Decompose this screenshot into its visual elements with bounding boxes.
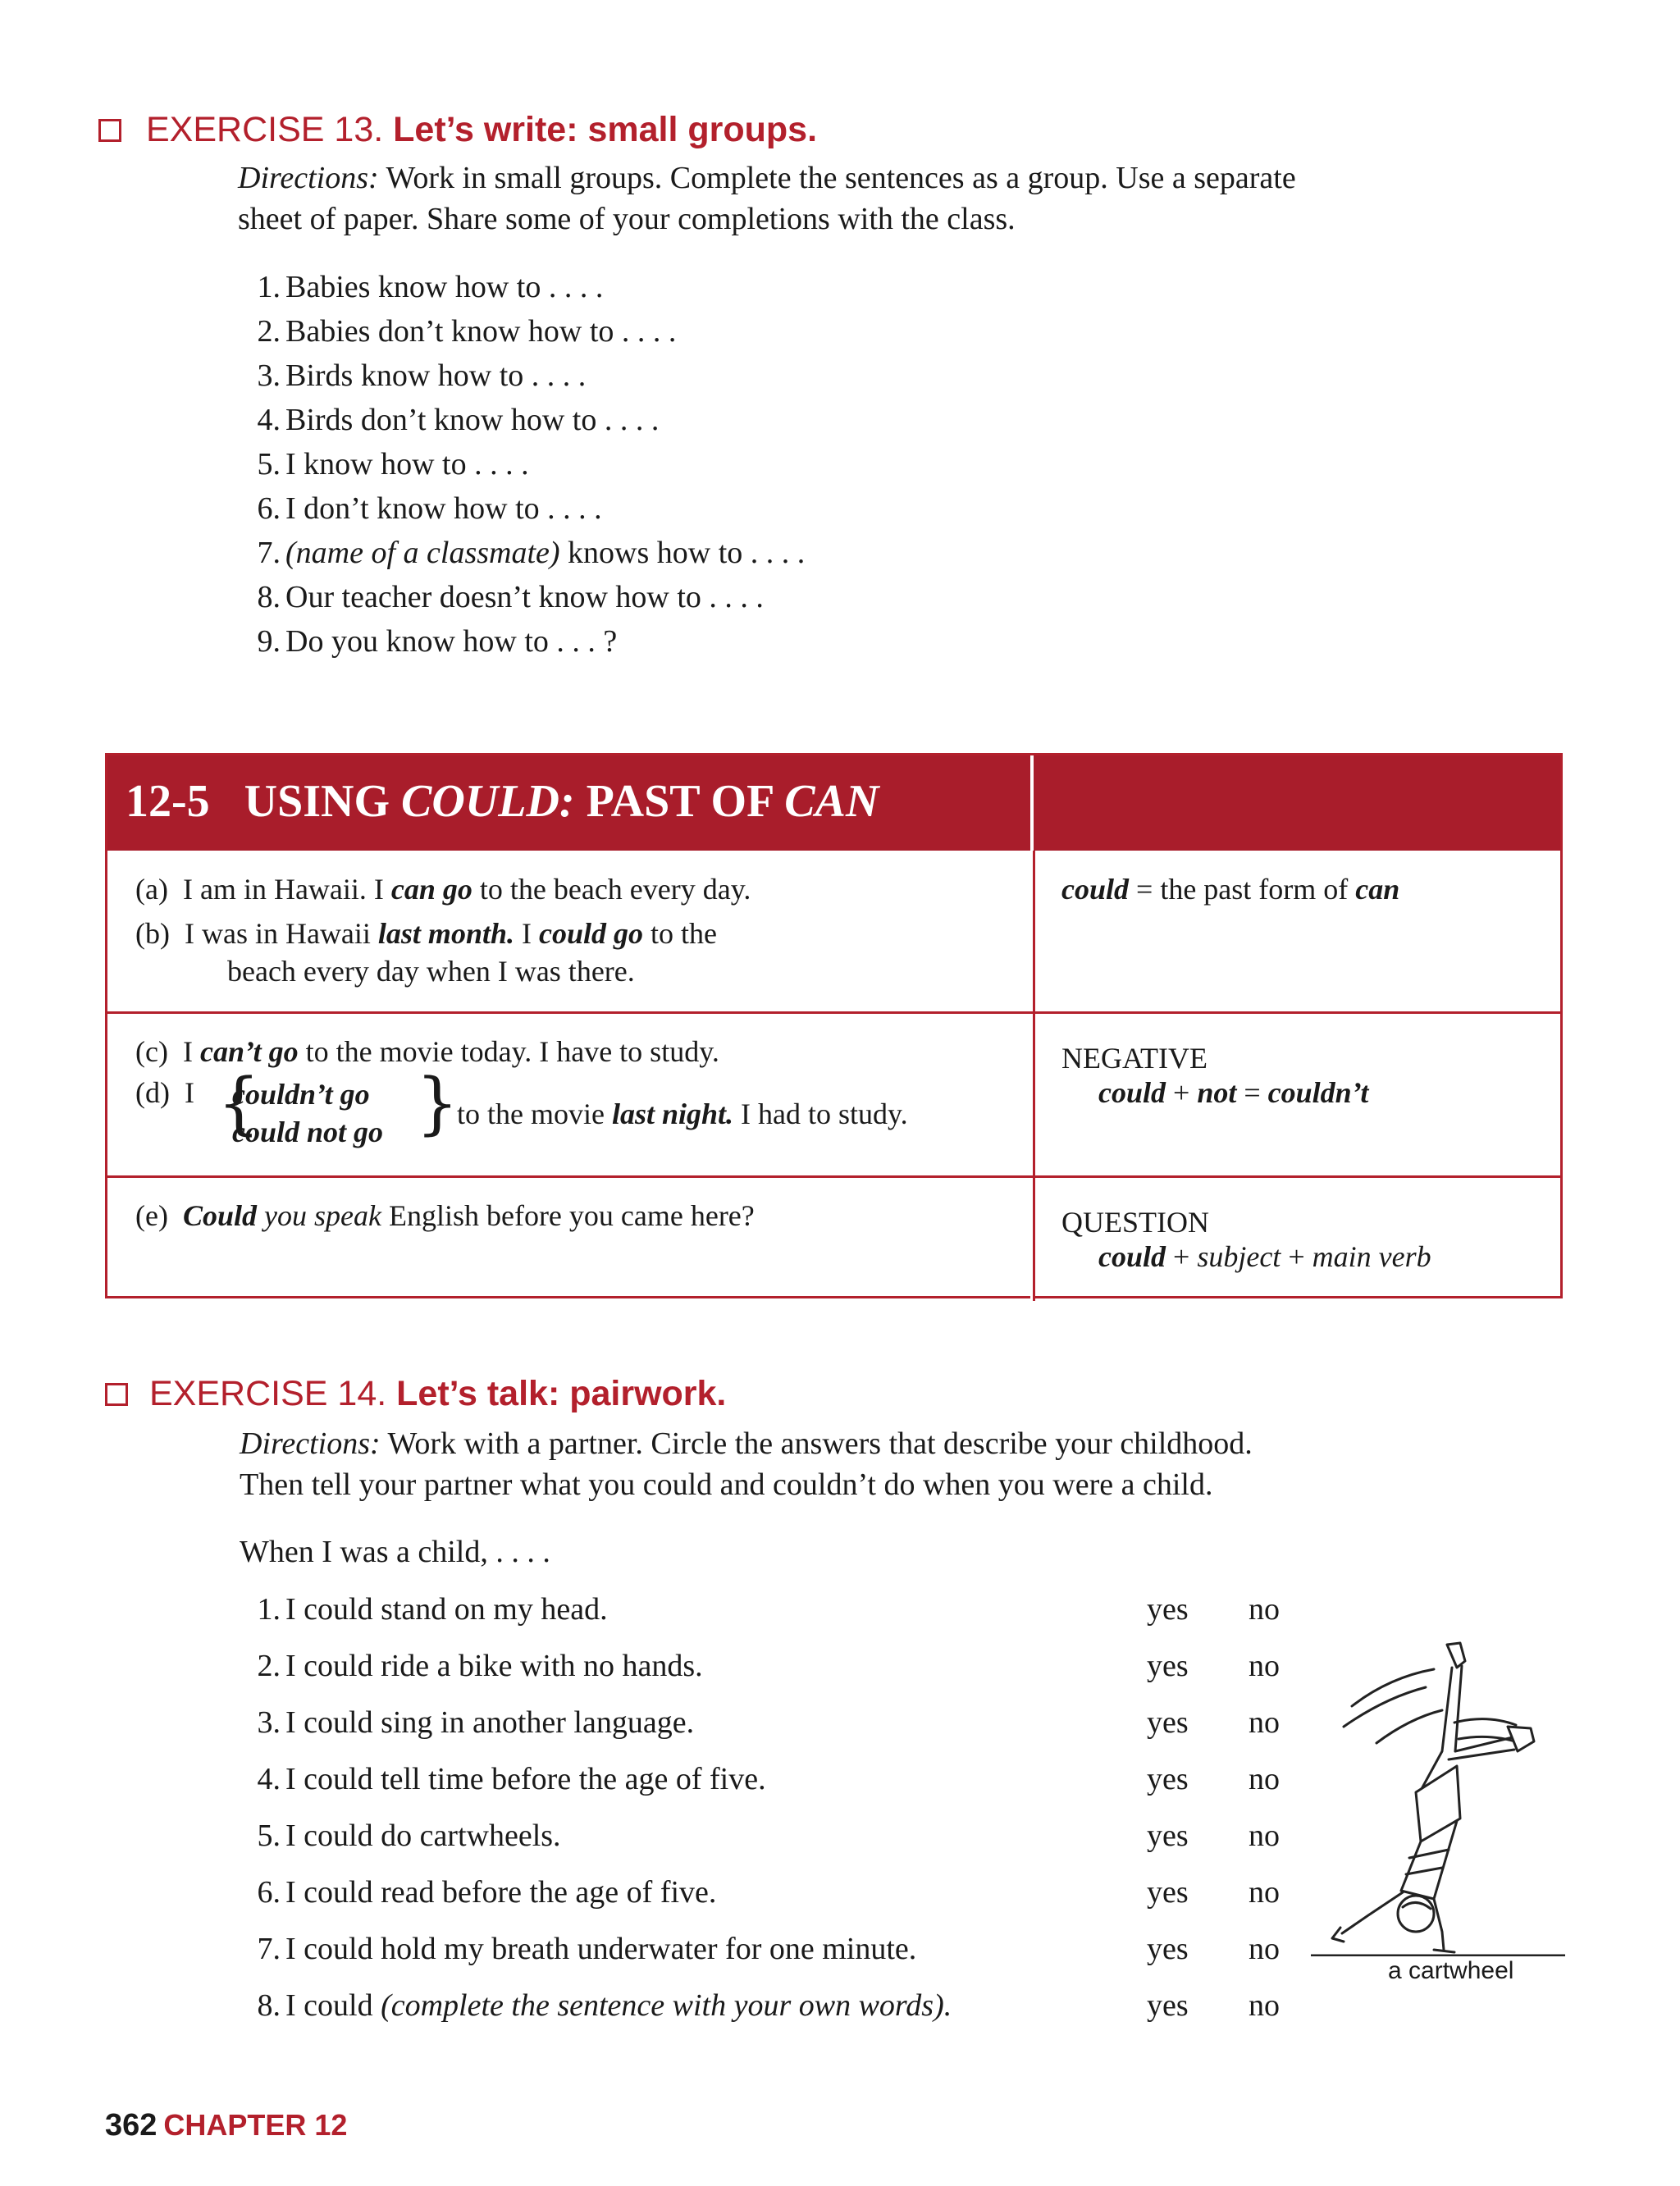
- cartwheel-figure-icon: [1311, 1628, 1565, 1956]
- page-footer: [105, 2108, 347, 2143]
- list-item: 4. Birds don’t know how to . . . .: [257, 403, 660, 437]
- right-brace: }: [416, 1065, 459, 1143]
- list-item: 2. Babies don’t know how to . . . .: [257, 314, 677, 349]
- page-number: 362: [105, 2108, 158, 2143]
- answer-no[interactable]: no: [1249, 1762, 1280, 1796]
- list-item: 9. Do you know how to . . . ?: [257, 624, 618, 659]
- directions-line-1: Work in small groups. Complete the sentences as a group. Use a separate: [386, 161, 1296, 195]
- example-b: (b) I was in Hawaii last month. I could go to the: [135, 917, 717, 950]
- answer-yes[interactable]: yes: [1147, 1592, 1189, 1627]
- list-item: 7. (name of a classmate) knows how to . . . .: [257, 536, 806, 570]
- list-item: 5. I could do cartwheels.: [257, 1819, 561, 1853]
- chart-title: 12-5 USING COULD: PAST OF CAN: [126, 776, 879, 827]
- option-could-not-go: could not go: [232, 1116, 384, 1148]
- question-formula: could + subject + main verb: [1098, 1240, 1431, 1273]
- negative-label: NEGATIVE: [1061, 1042, 1208, 1075]
- list-item: 6. I could read before the age of five.: [257, 1875, 717, 1910]
- list-item: 4. I could tell time before the age of five.: [257, 1762, 766, 1796]
- list-item: 6. I don’t know how to . . . .: [257, 491, 602, 526]
- negative-formula: could + not = couldn’t: [1098, 1076, 1369, 1109]
- exercise-14-directions: [240, 1423, 1585, 1505]
- chart-row-divider: [107, 1175, 1560, 1178]
- answer-yes[interactable]: yes: [1147, 1819, 1189, 1853]
- list-item: 7. I could hold my breath underwater for one minute.: [257, 1932, 917, 1966]
- answer-yes[interactable]: yes: [1147, 1932, 1189, 1966]
- example-d-label: (d) I: [135, 1076, 194, 1109]
- exercise-14-title: Let’s talk: pairwork.: [396, 1374, 727, 1413]
- list-item: 2. I could ride a bike with no hands.: [257, 1649, 703, 1683]
- list-item: 5. I know how to . . . .: [257, 447, 529, 481]
- question-label: QUESTION: [1061, 1206, 1209, 1239]
- option-couldnt-go: couldn’t go: [232, 1078, 370, 1111]
- exercise-14-checkbox[interactable]: [105, 1383, 128, 1406]
- answer-no[interactable]: no: [1249, 1819, 1280, 1853]
- answer-no[interactable]: no: [1249, 1932, 1280, 1966]
- directions-label: Directions:: [240, 1426, 381, 1461]
- directions-line-1: Work with a partner. Circle the answers that describe your childhood.: [387, 1426, 1253, 1461]
- cartwheel-illustration: [1311, 1628, 1565, 1956]
- left-brace: {: [217, 1065, 261, 1143]
- answer-yes[interactable]: yes: [1147, 1649, 1189, 1683]
- exercise-13-checkbox[interactable]: [98, 119, 121, 142]
- answer-yes[interactable]: yes: [1147, 1988, 1189, 2023]
- list-item: 1. Babies know how to . . . .: [257, 270, 604, 304]
- directions-line-2: sheet of paper. Share some of your completions with the class.: [238, 202, 1016, 236]
- chart-number: 12-5: [126, 776, 210, 827]
- answer-no[interactable]: no: [1249, 1705, 1280, 1740]
- answer-yes[interactable]: yes: [1147, 1875, 1189, 1910]
- list-item: 3. I could sing in another language.: [257, 1705, 695, 1740]
- answer-yes[interactable]: yes: [1147, 1762, 1189, 1796]
- example-c: (c) I can’t go to the movie today. I have to study.: [135, 1035, 719, 1068]
- exercise-14-heading: [149, 1374, 726, 1414]
- directions-line-2: Then tell your partner what you could and couldn’t do when you were a child.: [240, 1467, 1213, 1502]
- list-item: 8. Our teacher doesn’t know how to . . . .: [257, 580, 764, 614]
- grammar-chart: [105, 753, 1563, 1298]
- exercise-13-heading: [146, 110, 817, 150]
- list-item: 1. I could stand on my head.: [257, 1592, 608, 1627]
- exercise-13-directions: [238, 157, 1583, 240]
- chart-row-divider: [107, 1011, 1560, 1014]
- directions-label: Directions:: [238, 161, 379, 195]
- example-e: (e) Could you speak English before you came here?: [135, 1199, 755, 1232]
- answer-no[interactable]: no: [1249, 1988, 1280, 2023]
- list-item: 8. I could (complete the sentence with your own words).: [257, 1988, 952, 2023]
- explanation-could: could = the past form of can: [1061, 873, 1400, 906]
- answer-no[interactable]: no: [1249, 1649, 1280, 1683]
- answer-yes[interactable]: yes: [1147, 1705, 1189, 1740]
- illustration-caption: a cartwheel: [1388, 1957, 1514, 1984]
- chart-column-divider: [1033, 851, 1035, 1301]
- example-b-continued: beach every day when I was there.: [227, 955, 635, 988]
- answer-no[interactable]: no: [1249, 1875, 1280, 1910]
- exercise-14-lead: When I was a child, . . . .: [240, 1535, 550, 1569]
- answer-no[interactable]: no: [1249, 1592, 1280, 1627]
- exercise-13-number: EXERCISE 13.: [146, 110, 384, 149]
- chart-header: [107, 755, 1560, 851]
- chapter-label: CHAPTER 12: [163, 2108, 348, 2142]
- exercise-13-title: Let’s write: small groups.: [393, 110, 818, 149]
- list-item: 3. Birds know how to . . . .: [257, 358, 587, 393]
- example-d-text: to the movie last night. I had to study.: [457, 1098, 908, 1130]
- example-a: (a) I am in Hawaii. I can go to the beach every day.: [135, 873, 751, 906]
- exercise-14-number: EXERCISE 14.: [149, 1374, 387, 1413]
